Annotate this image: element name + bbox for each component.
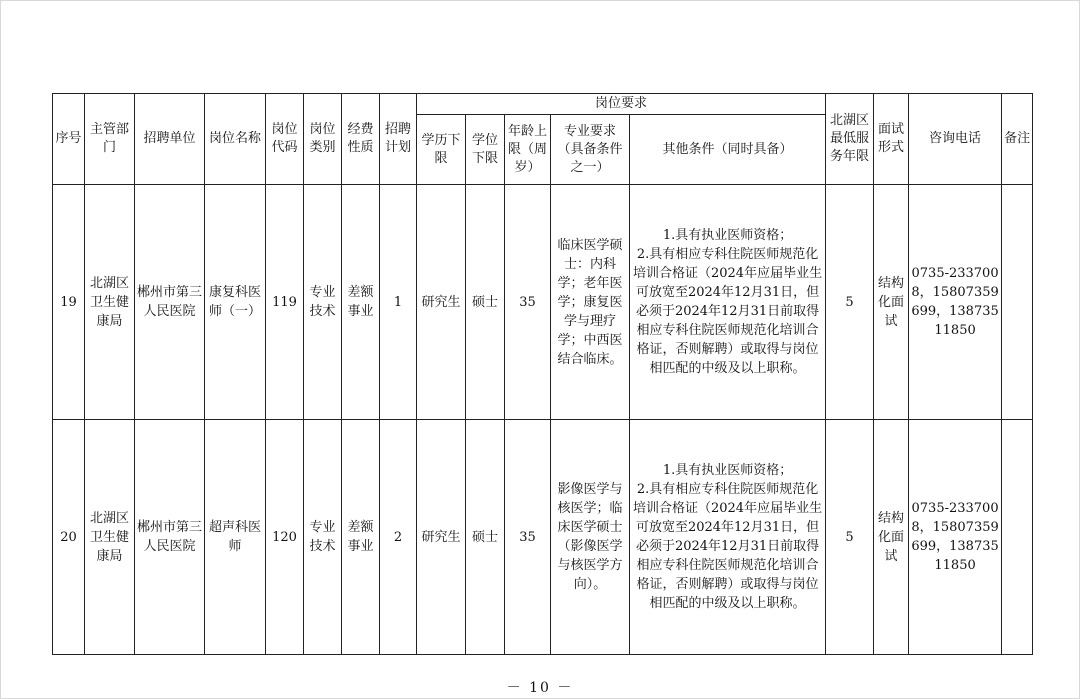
cell-post-code: 120 bbox=[266, 420, 304, 655]
cell-service-years: 5 bbox=[826, 185, 874, 420]
cell-unit: 郴州市第三人民医院 bbox=[135, 420, 205, 655]
cell-unit: 郴州市第三人民医院 bbox=[135, 185, 205, 420]
header-remark: 备注 bbox=[1002, 94, 1033, 185]
header-age: 年龄上限（周岁） bbox=[505, 115, 551, 185]
cell-seq: 20 bbox=[53, 420, 85, 655]
cell-education: 研究生 bbox=[417, 185, 466, 420]
page-number: － 10 － bbox=[506, 680, 574, 696]
cell-seq: 19 bbox=[53, 185, 85, 420]
cell-degree: 硕士 bbox=[466, 420, 505, 655]
header-row-1 bbox=[53, 94, 1033, 115]
cell-plan: 2 bbox=[380, 420, 417, 655]
cell-age: 35 bbox=[505, 420, 551, 655]
header-education: 学历下限 bbox=[417, 115, 466, 185]
cell-remark bbox=[1002, 420, 1033, 655]
recruitment-table bbox=[52, 93, 1033, 655]
cell-other-conditions: 1.具有执业医师资格； 2.具有相应专科住院医师规范化培训合格证（2024年应届毕业生可放宽至2024年12月31日，但必须于2024年12月31日前取得相应专科住院医师规范化培训合格证，否则解聘）或取得与岗位相匹配的中级及以上职称。 bbox=[630, 185, 826, 420]
cell-interview: 结构化面试 bbox=[874, 185, 909, 420]
cell-remark bbox=[1002, 185, 1033, 420]
header-seq: 序号 bbox=[53, 94, 85, 185]
header-post-type: 岗位类别 bbox=[304, 94, 342, 185]
cell-service-years: 5 bbox=[826, 420, 874, 655]
table-row bbox=[53, 185, 1033, 420]
table-row bbox=[53, 420, 1033, 655]
header-plan: 招聘计划 bbox=[380, 94, 417, 185]
header-other: 其他条件（同时具备） bbox=[630, 115, 826, 185]
cell-post-type: 专业技术 bbox=[304, 185, 342, 420]
header-interview: 面试形式 bbox=[874, 94, 909, 185]
header-post-name: 岗位名称 bbox=[205, 94, 266, 185]
cell-post-type: 专业技术 bbox=[304, 420, 342, 655]
header-unit: 招聘单位 bbox=[135, 94, 205, 185]
header-major: 专业要求（具备条件之一） bbox=[551, 115, 630, 185]
header-dept: 主管部门 bbox=[85, 94, 135, 185]
cell-dept: 北湖区卫生健康局 bbox=[85, 420, 135, 655]
cell-funding: 差额事业 bbox=[342, 185, 380, 420]
cell-degree: 硕士 bbox=[466, 185, 505, 420]
header-requirements-group: 岗位要求 bbox=[417, 94, 826, 115]
cell-phone: 0735-2337008，15807359699，13873511850 bbox=[909, 420, 1002, 655]
cell-other-conditions: 1.具有执业医师资格； 2.具有相应专科住院医师规范化培训合格证（2024年应届毕业生可放宽至2024年12月31日，但必须于2024年12月31日前取得相应专科住院医师规范化培训合格证，否则解聘）或取得与岗位相匹配的中级及以上职称。 bbox=[630, 420, 826, 655]
cell-post-name: 康复科医师（一） bbox=[205, 185, 266, 420]
cell-phone: 0735-2337008，15807359699，13873511850 bbox=[909, 185, 1002, 420]
header-degree: 学位下限 bbox=[466, 115, 505, 185]
cell-education: 研究生 bbox=[417, 420, 466, 655]
cell-dept: 北湖区卫生健康局 bbox=[85, 185, 135, 420]
header-phone: 咨询电话 bbox=[909, 94, 1002, 185]
cell-funding: 差额事业 bbox=[342, 420, 380, 655]
cell-post-name: 超声科医师 bbox=[205, 420, 266, 655]
cell-major: 临床医学硕士：内科学；老年医学；康复医学与理疗学；中西医结合临床。 bbox=[551, 185, 630, 420]
cell-plan: 1 bbox=[380, 185, 417, 420]
cell-interview: 结构化面试 bbox=[874, 420, 909, 655]
header-funding: 经费性质 bbox=[342, 94, 380, 185]
cell-age: 35 bbox=[505, 185, 551, 420]
header-post-code: 岗位代码 bbox=[266, 94, 304, 185]
cell-major: 影像医学与核医学；临床医学硕士（影像医学与核医学方向）。 bbox=[551, 420, 630, 655]
header-service-years: 北湖区最低服务年限 bbox=[826, 94, 874, 185]
cell-post-code: 119 bbox=[266, 185, 304, 420]
